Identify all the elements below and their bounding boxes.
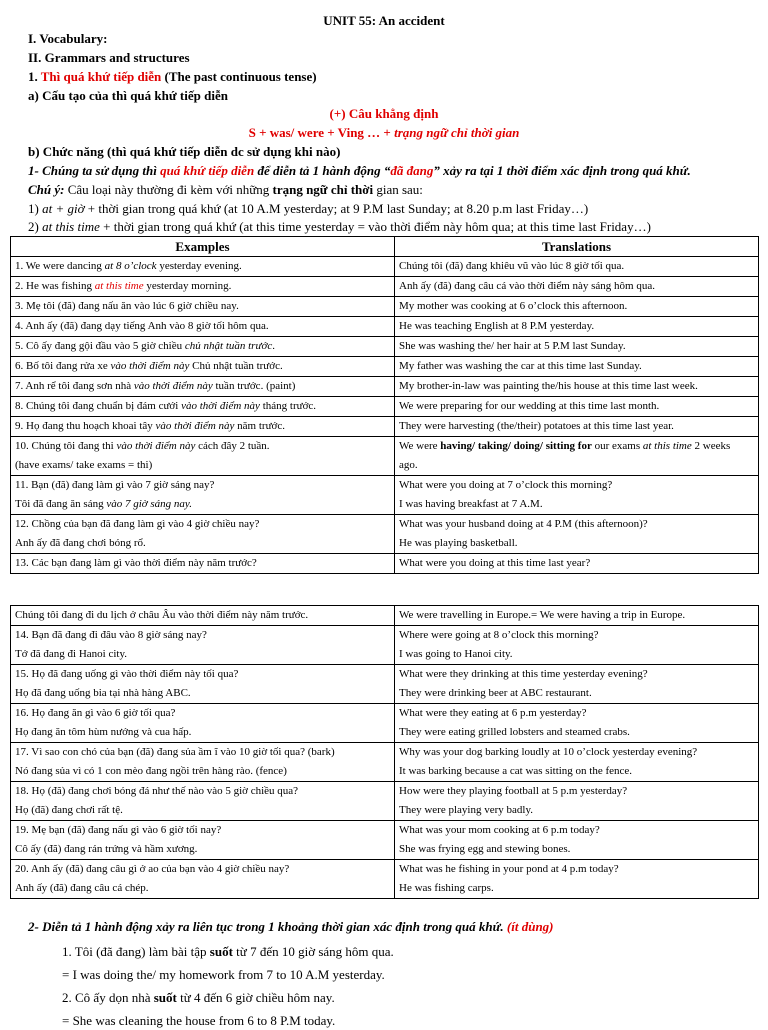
usage2-note: (ít dùng) (506, 919, 554, 934)
section-vocabulary: I. Vocabulary: (28, 31, 108, 46)
translation-cell: We were preparing for our wedding at this time last month. (395, 397, 759, 417)
text: tháng trước. (259, 400, 317, 412)
usage2-text: 2- Diễn tả 1 hành động xảy ra liên tục trong 1 khoảng thời gian xác định trong quá khứ. (28, 919, 507, 934)
example-cell: (have exams/ take exams = thi) (11, 456, 395, 476)
translation-cell: He was teaching English at 8 P.M yesterday. (395, 317, 759, 337)
table-row (11, 297, 759, 317)
rule2 (28, 218, 768, 236)
table-row (11, 317, 759, 337)
rule2-text: + thời gian trong quá khứ (at this time yesterday = vào thời điểm này hôm qua; at this time last Friday…) (99, 219, 651, 234)
example-cell: 16. Họ đang ăn gì vào 6 giờ tối qua? (11, 704, 395, 724)
col-examples: Examples (11, 237, 395, 257)
table-row (11, 277, 759, 297)
text: Chủ nhật tuần trước. (189, 360, 283, 372)
usage2-heading (28, 918, 768, 936)
example-cell: Tớ đã đang đi Hanoi city. (11, 645, 395, 665)
item1-num: 1. (28, 69, 41, 84)
translation-cell: They were drinking beer at ABC restaurant. (395, 684, 759, 704)
text: yesterday morning. (143, 280, 232, 292)
example-cell (11, 357, 395, 377)
table-row-continued (11, 495, 759, 515)
example-cell (11, 437, 395, 457)
translation-cell: We were travelling in Europe.= We were having a trip in Europe. (395, 606, 759, 626)
translation-cell: What was he fishing in your pond at 4 p.m today? (395, 860, 759, 880)
rule1 (28, 200, 768, 218)
table-row-continued (11, 840, 759, 860)
table-row-continued (11, 456, 759, 476)
table-row-continued (11, 801, 759, 821)
text: năm trước. (234, 420, 285, 432)
table-row (11, 337, 759, 357)
example-cell (11, 417, 395, 437)
translation-cell: What was your husband doing at 4 P.M (this afternoon)? (395, 515, 759, 535)
text-italic: vào 7 giờ sáng nay. (106, 498, 192, 510)
translation-cell: How were they playing football at 5 p.m yesterday? (395, 782, 759, 802)
usage2-example1 (62, 943, 768, 961)
a-heading: a) Cấu tạo của thì quá khứ tiếp diễn (28, 88, 228, 103)
translation-cell: They were eating grilled lobsters and steamed crabs. (395, 723, 759, 743)
example-cell: 13. Các bạn đang làm gì vào thời điểm này năm trước? (11, 554, 395, 574)
examples-table-continued (10, 605, 759, 899)
table-row (11, 515, 759, 535)
item1-heading (28, 68, 768, 86)
translation-cell: She was frying egg and stewing bones. (395, 840, 759, 860)
table-row (11, 665, 759, 685)
example-cell (11, 257, 395, 277)
example-cell: Nó đang sủa vì có 1 con mèo đang ngồi trên hàng rào. (fence) (11, 762, 395, 782)
translation-cell: Chúng tôi (đã) đang khiêu vũ vào lúc 8 giờ tối qua. (395, 257, 759, 277)
text: 2. He was fishing (15, 280, 95, 292)
translation-cell: ago. (395, 456, 759, 476)
usage2-example1-en: = I was doing the/ my homework from 7 to 10 A.M yesterday. (62, 967, 385, 982)
translation-cell: What were you doing at this time last year? (395, 554, 759, 574)
table-row (11, 782, 759, 802)
text-italic: vào thời điểm này (155, 420, 235, 432)
text-bold: suốt (209, 944, 233, 959)
translation-cell: My mother was cooking at 6 o’clock this afternoon. (395, 297, 759, 317)
text-italic: at 8 o’clock (104, 260, 157, 272)
translation-cell: My brother-in-law was painting the/his house at this time last week. (395, 377, 759, 397)
rule1-text: + thời gian trong quá khứ (at 10 A.M yesterday; at 9 P.M last Sunday; at 8.20 p.m last Friday…) (84, 201, 589, 216)
note-end: gian sau: (373, 182, 423, 197)
example-cell: Họ (đã) đang chơi rất tệ. (11, 801, 395, 821)
text-italic: at this time (94, 280, 144, 292)
translation-cell: What were you doing at 7 o’clock this morning? (395, 476, 759, 496)
table-row (11, 860, 759, 880)
formula-italic: trạng ngữ chỉ thời gian (394, 125, 520, 140)
example-cell: Chúng tôi đang đi du lịch ở châu Âu vào thời điểm này năm trước. (11, 606, 395, 626)
translation-cell: They were harvesting (the/their) potatoes at this time last year. (395, 417, 759, 437)
example-cell: 11. Bạn (đã) đang làm gì vào 7 giờ sáng nay? (11, 476, 395, 496)
text: 2. Cô ấy dọn nhà (62, 990, 154, 1005)
table-row (11, 554, 759, 574)
example-cell: Họ đang ăn tôm hùm nướng và cua hấp. (11, 723, 395, 743)
section-grammar: II. Grammars and structures (28, 50, 190, 65)
example-cell: Cô ấy (đã) đang rán trứng và hầm xương. (11, 840, 395, 860)
usage1-note (28, 181, 768, 199)
example-cell: 15. Họ đã đang uống gì vào thời điểm này tối qua? (11, 665, 395, 685)
usage1-p3: để diễn tả 1 hành động “ (254, 163, 391, 178)
usage1-p1: 1- Chúng ta sử dụng thì (28, 163, 161, 178)
example-cell: Họ đã đang uống bia tại nhà hàng ABC. (11, 684, 395, 704)
text-bold: suốt (153, 990, 177, 1005)
text: 2 weeks (691, 440, 731, 452)
example-cell: 19. Mẹ bạn (đã) đang nấu gì vào 6 giờ tối nay? (11, 821, 395, 841)
text: 9. Họ đang thu hoạch khoai tây (15, 420, 156, 432)
text: 8. Chúng tôi đang chuẩn bị đám cưới (15, 400, 182, 412)
text: our exams (591, 440, 643, 452)
formula-main: S + was/ were + Ving … + (248, 125, 395, 140)
translation-cell: Where were going at 8 o’clock this morning? (395, 626, 759, 646)
table-header-row (11, 237, 759, 257)
table-row (11, 606, 759, 626)
table-row (11, 377, 759, 397)
text: 6. Bố tôi đang rửa xe (15, 360, 111, 372)
text: từ 4 đến 6 giờ chiều hôm nay. (176, 990, 335, 1005)
text-italic: chủ nhật tuần trước (184, 340, 273, 352)
text: từ 7 đến 10 giờ sáng hôm qua. (232, 944, 394, 959)
table-row (11, 437, 759, 457)
text-italic: vào thời điểm này (181, 400, 260, 412)
text: . (272, 340, 275, 352)
usage1-p5: ” xảy ra tại 1 thời điểm xác định trong quá khứ. (433, 163, 691, 178)
col-translations: Translations (395, 237, 759, 257)
example-cell: 14. Bạn đã đang đi đâu vào 8 giờ sáng nay? (11, 626, 395, 646)
translation-cell: I was going to Hanoi city. (395, 645, 759, 665)
text: 1. Tôi (đã đang) làm bài tập (62, 944, 210, 959)
example-cell (11, 377, 395, 397)
example-cell: Anh ấy đã đang chơi bóng rổ. (11, 534, 395, 554)
text: cách đây 2 tuần. (195, 440, 270, 452)
table-row (11, 476, 759, 496)
examples-table (10, 236, 759, 574)
item1-vi: Thì quá khứ tiếp diễn (40, 69, 162, 84)
rule1-num: 1) (28, 201, 43, 216)
translation-cell: He was playing basketball. (395, 534, 759, 554)
table-row (11, 626, 759, 646)
example-cell: 12. Chồng của bạn đã đang làm gì vào 4 giờ chiều nay? (11, 515, 395, 535)
table-row-continued (11, 879, 759, 899)
text: 5. Cô ấy đang gội đầu vào 5 giờ chiều (15, 340, 185, 352)
example-cell: 17. Vì sao con chó của bạn (đã) đang sủa ầm ĩ vào 10 giờ tối qua? (bark) (11, 743, 395, 763)
example-cell (11, 337, 395, 357)
item1-en: (The past continuous tense) (161, 69, 317, 84)
translation-cell: What were they drinking at this time yesterday evening? (395, 665, 759, 685)
text-italic: at this time (642, 440, 692, 452)
table-row (11, 743, 759, 763)
table-row (11, 357, 759, 377)
text: 1. We were dancing (15, 260, 105, 272)
table-row-continued (11, 762, 759, 782)
usage1-p4: đã đang (390, 163, 434, 178)
example-cell: 18. Họ (đã) đang chơi bóng đá như thế nào vào 5 giờ chiều qua? (11, 782, 395, 802)
text: Tôi đã đang ăn sáng (15, 498, 107, 510)
rule2-italic: at this time (42, 219, 100, 234)
rule1-italic: at + giờ (42, 201, 85, 216)
translation-cell: My father was washing the car at this time last Sunday. (395, 357, 759, 377)
usage1-heading (28, 162, 768, 180)
usage2-example2 (62, 989, 768, 1007)
translation-cell: Why was your dog barking loudly at 10 o’clock yesterday evening? (395, 743, 759, 763)
text-italic: vào thời điểm này (133, 380, 213, 392)
table-row (11, 821, 759, 841)
table-row-continued (11, 645, 759, 665)
translation-cell: Anh ấy (đã) đang câu cá vào thời điểm này sáng hôm qua. (395, 277, 759, 297)
affirm-heading: (+) Câu khẳng định (329, 106, 439, 121)
text-bold: having/ taking/ doing/ sitting for (440, 440, 592, 452)
note-bold: trạng ngữ chỉ thời (272, 182, 374, 197)
usage2-example2-en: = She was cleaning the house from 6 to 8 P.M today. (62, 1013, 336, 1028)
translation-cell: They were playing very badly. (395, 801, 759, 821)
table-row-continued (11, 534, 759, 554)
text: tuần trước. (paint) (212, 380, 296, 392)
note-text: Câu loại này thường đi kèm với những (64, 182, 273, 197)
text: We were (399, 440, 441, 452)
translation-cell: I was having breakfast at 7 A.M. (395, 495, 759, 515)
table-row-continued (11, 723, 759, 743)
translation-cell: She was washing the/ her hair at 5 P.M last Sunday. (395, 337, 759, 357)
translation-cell: It was barking because a cat was sitting on the fence. (395, 762, 759, 782)
example-cell: 4. Anh ấy (đã) đang dạy tiếng Anh vào 8 giờ tối hôm qua. (11, 317, 395, 337)
b-heading: b) Chức năng (thì quá khứ tiếp diễn dc sử dụng khi nào) (28, 144, 341, 159)
table-row (11, 417, 759, 437)
formula (0, 124, 768, 142)
translation-cell: What were they eating at 6 p.m yesterday? (395, 704, 759, 724)
translation-cell: He was fishing carps. (395, 879, 759, 899)
example-cell: 20. Anh ấy (đã) đang câu gì ở ao của bạn vào 4 giờ chiều nay? (11, 860, 395, 880)
translation-cell: What was your mom cooking at 6 p.m today? (395, 821, 759, 841)
text-italic: vào thời điểm này (110, 360, 190, 372)
note-label: Chú ý: (28, 182, 65, 197)
table-row (11, 397, 759, 417)
example-cell (11, 495, 395, 515)
page-title: UNIT 55: An accident (323, 13, 445, 28)
table-row (11, 704, 759, 724)
text: 7. Anh rể tôi đang sơn nhà (15, 380, 134, 392)
text: 10. Chúng tôi đang thi (15, 440, 117, 452)
example-cell: Anh ấy (đã) đang câu cá chép. (11, 879, 395, 899)
text: yesterday evening. (156, 260, 242, 272)
translation-cell (395, 437, 759, 457)
usage1-p2: quá khứ tiếp diễn (160, 163, 255, 178)
example-cell: 3. Mẹ tôi (đã) đang nấu ăn vào lúc 6 giờ chiều nay. (11, 297, 395, 317)
example-cell (11, 397, 395, 417)
table-row (11, 257, 759, 277)
text-italic: vào thời điểm này (116, 440, 196, 452)
example-cell (11, 277, 395, 297)
table-row-continued (11, 684, 759, 704)
rule2-num: 2) (28, 219, 43, 234)
